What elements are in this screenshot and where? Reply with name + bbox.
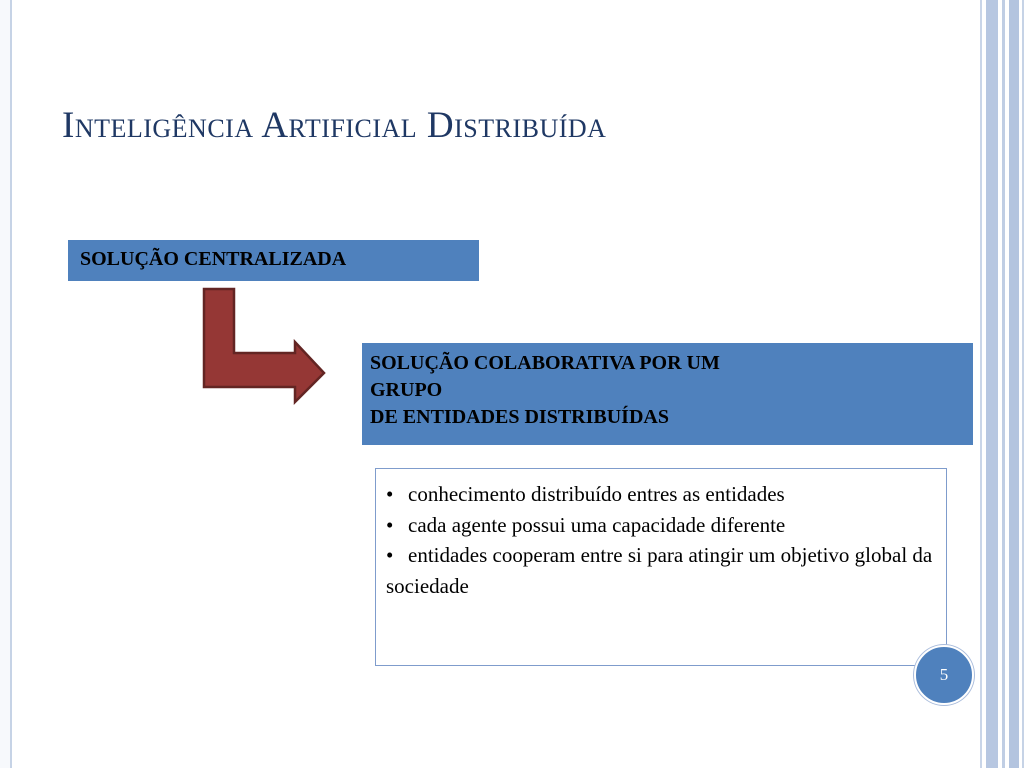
bullet-mark: • [386, 512, 394, 537]
bullet-text: conhecimento distribuído entres as entidades [408, 482, 785, 506]
stripe [1009, 0, 1019, 768]
list-item [386, 479, 938, 510]
collaborative-line-3: DE ENTIDADES DISTRIBUÍDAS [370, 406, 669, 428]
bullet-text: cada agente possui uma capacidade diferente [408, 512, 786, 537]
stripe [980, 0, 982, 768]
page-number-badge [914, 645, 974, 705]
left-border [0, 0, 12, 768]
bent-arrow-shape [204, 289, 324, 402]
page-number: 5 [939, 665, 949, 684]
bullet-mark: • [386, 482, 394, 506]
bent-arrow-down-right-icon [198, 287, 330, 407]
decorative-stripes [980, 0, 1024, 768]
bullet-mark: • [386, 543, 394, 567]
stripe [986, 0, 998, 768]
list-item [386, 540, 938, 601]
centralized-solution-box [68, 240, 479, 281]
centralized-solution-label: SOLUÇÃO CENTRALIZADA [80, 248, 347, 270]
bullet-text: entidades cooperam entre si para atingir um objetivo global da sociedade [386, 543, 933, 598]
collaborative-line-1: SOLUÇÃO COLABORATIVA POR UM [370, 352, 720, 374]
bullet-list [375, 468, 947, 666]
list-item [386, 510, 938, 541]
collaborative-solution-box [362, 343, 973, 445]
stripe [1002, 0, 1005, 768]
collaborative-line-2: GRUPO [370, 379, 443, 401]
slide-title: Inteligência Artificial Distribuída [62, 105, 607, 146]
